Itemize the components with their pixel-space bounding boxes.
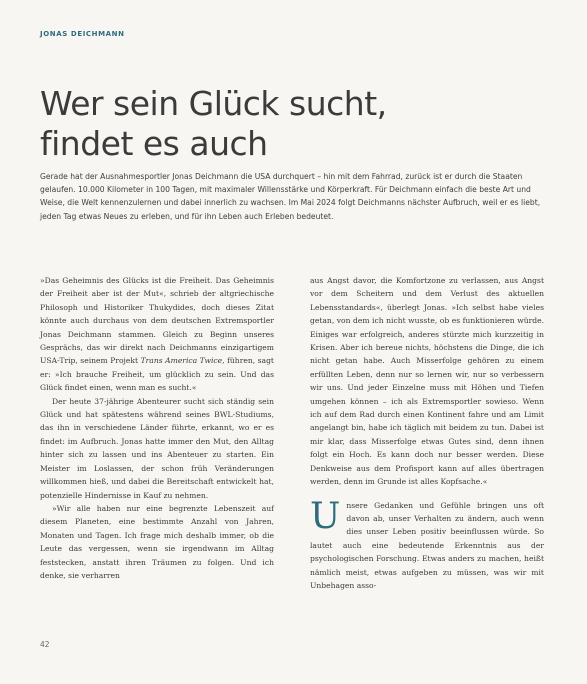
page-number: 42 xyxy=(40,640,50,649)
article-title xyxy=(40,84,560,164)
author-name: JONAS DEICHMANN xyxy=(40,30,125,38)
body-paragraph: »Das Geheimnis des Glücks ist die Freiheit. Das Geheimnis der Freiheit aber ist der Mut«, schrieb der altgriechische Philosoph und Historiker Thukydides, doch dieses Zitat könnte auch durchaus von dem deutschen Extremsportler Jonas Deichmann stammen. Gleich zu Beginn unseres Gesprächs, das wir direkt nach Deichmanns einzigartigem USA-Trip, seinem Projekt Trans America Twice, führen, sagt er: »Ich brauche Freiheit, um glücklich zu sein. Und das Glück findet einen, wenn man es sucht.« xyxy=(40,276,274,393)
drop-cap: U xyxy=(310,495,341,537)
left-column xyxy=(40,274,274,582)
lead-paragraph: Gerade hat der Ausnahmesportler Jonas Deichmann die USA durchquert – hin mit dem Fahrrad, zurück ist er durch die Staaten gelaufen. 10.000 Kilometer in 100 Tagen, mit maximaler Willensstärke und Körperkraft. Für Deichmann einfach die beste Art und Weise, die Welt kennenzulernen und dabei innerlich zu wachsen. Im Mai 2024 folgt Deichmanns nächster Aufbruch, weil er es liebt, jeden Tag etwas Neues zu erleben, und für ihn Leben auch Erleben bedeutet. xyxy=(40,172,541,221)
project-name: Trans America Twice xyxy=(140,356,223,366)
body-paragraph: »Wir alle haben nur eine begrenzte Lebenszeit auf diesem Planeten, eine bestimmte Anzahl von Jahren, Monaten und Tagen. Ich frage mich deshalb immer, ob die Leute das vergessen, wenn sie irgendwann im Alltag feststecken, anstatt ihren Träumen zu folgen. Und ich denke, sie verharren xyxy=(40,503,274,580)
body-paragraph-dropcap: Unsere Gedanken und Gefühle bringen uns oft davon ab, unser Verhalten zu ändern, auch wenn dies unser Leben positiv beeinflussen würde. So lautet auch eine bedeutende Erkenntnis aus der psychologischen Forschung. Etwas anders zu machen, heißt nämlich meist, etwas aufgeben zu müssen, was wir mit Unbehagen asso- xyxy=(310,495,544,590)
right-column xyxy=(310,274,544,592)
body-paragraph: aus Angst davor, die Komfortzone zu verlassen, aus Angst vor dem Scheitern und dem Verlust des aktuellen Lebensstandards«, überlegt Jonas. »Ich selbst habe vieles getan, von dem ich nicht wusste, ob es funktionieren würde. Einiges war erfolgreich, anderes stürzte mich kurzzeitig in Krisen. Aber ich bereue nichts, höchstens die Dinge, die ich nicht getan habe. Auch Misserfolge gehören zu einem erfüllten Leben, denn nur so lernen wir, nur so verbessern wir uns. Und jeder Einzelne muss mit Höhen und Tiefen umgehen können – ich als Extremsportler sowieso. Wenn ich auf dem Rad durch einen Kontinent fahre und am Limit angelangt bin, habe ich täglich mit beidem zu tun. Dabei ist mir klar, dass Misserfolge etwas Gutes sind, denn ihnen folgt ein Hoch. Es kann doch nur besser werden. Diese Denkweise aus dem Profisport kann auf alles übertragen werden, denn im Grunde ist alles Kopfsache.« xyxy=(310,276,544,487)
title-line-1: Wer sein Glück sucht, xyxy=(40,84,387,123)
title-line-2: findet es auch xyxy=(40,124,268,163)
body-paragraph: Der heute 37-jährige Abenteurer sucht sich ständig sein Glück und hat spätestens während seines BWL-Studiums, das ihn in verschiedene Länder führte, erkannt, wo er es findet: im Aufbruch. Jonas hatte immer den Mut, den Alltag hinter sich zu lassen und ins Abenteuer zu starten. Ein Meister im Loslassen, der schon früh Veränderungen willkommen hieß, und dabei die Bereitschaft entwickelt hat, potenzielle Hindernisse in Kauf zu nehmen. xyxy=(40,396,274,500)
